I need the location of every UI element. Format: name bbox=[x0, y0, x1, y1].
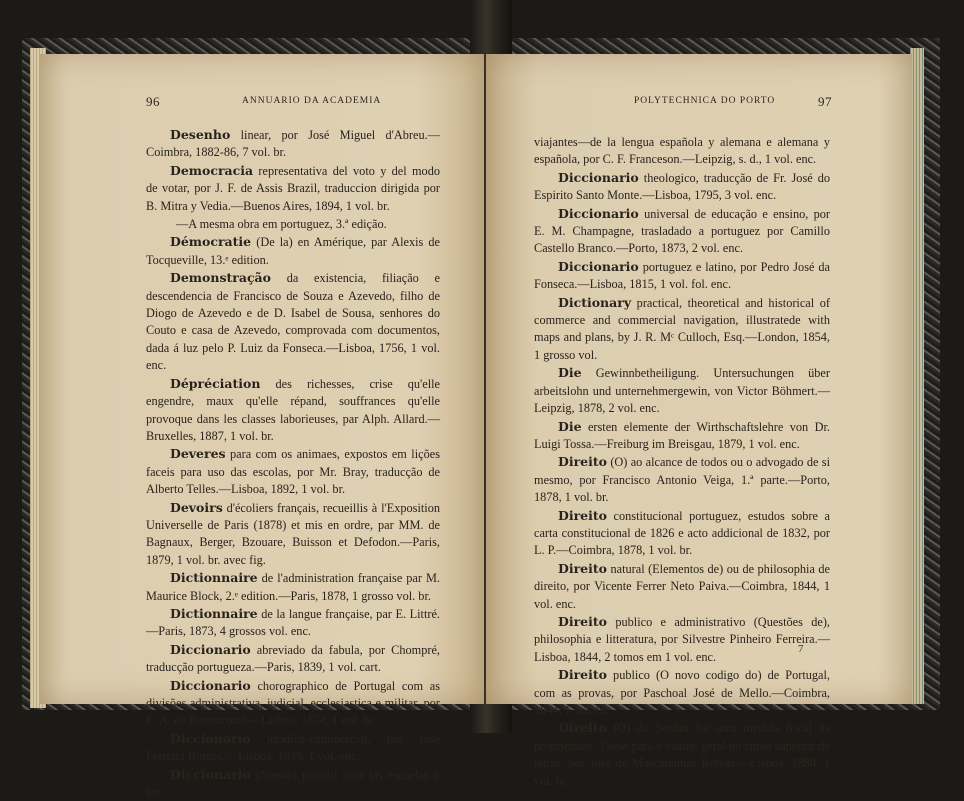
entry-text: practical, theoretical and historical of commerce and commercial navigation, illustratede with maps and plans, by J. R. Mᶜ Culloch, Esq.—London, 1854, 1 grosso vol. bbox=[534, 295, 830, 362]
entry-headword: Diccionario bbox=[558, 205, 639, 221]
catalog-entry bbox=[146, 233, 440, 269]
entry-text: d'écoliers français, recueillis à l'Exposition Universelle de Paris (1878) et mis en ordre, par MM. de Bagnaux, Berger, Bzouare, Buisson et Defodon.—Paris, 1879, 1 vol. br. avec fig. bbox=[146, 500, 440, 567]
catalog-entry bbox=[534, 418, 830, 454]
entry-headword: Direito bbox=[558, 613, 607, 629]
entry-text: publico e administrativo (Questões de), philosophia e litteratura, por Silvestre Pinheiro Ferreira.—Lisboa, 1844, 2 tomos em 1 vol. enc. bbox=[534, 614, 830, 664]
entry-text: de la langue française, par E. Littré.—Paris, 1873, 4 grossos vol. enc. bbox=[146, 606, 440, 639]
entry-headword: Direito bbox=[558, 560, 607, 576]
entry-text: ersten elemente der Wirthschaftslehre von Dr. Luigi Tossa.—Freiburg im Breisgau, 1879, 1 vol. enc. bbox=[534, 419, 830, 451]
entry-text: universal de educação e ensino, por E. M. Champagne, trasladado a portuguez por Camillo Castello Branco.—Porto, 1873, 2 vol. enc. bbox=[534, 206, 830, 256]
catalog-entry bbox=[146, 730, 440, 766]
entry-headword: Diccionario bbox=[170, 677, 251, 693]
catalog-entry bbox=[146, 162, 440, 215]
catalog-entry bbox=[534, 613, 830, 666]
entry-text: representativa del voto y del modo de votar, por J. F. de Assis Brazil, traduccion dirigida por B. Mitra y Vedia.—Buenos Aires, 1894, 1 vol. br. bbox=[146, 163, 440, 213]
continuation-text: viajantes—de la lengua española y alemana e alemana y española, por C. F. Franceson.—Leipzig, s. d., 1 vol. enc. bbox=[534, 135, 830, 167]
entry-headword: Dépréciation bbox=[170, 375, 261, 391]
catalog-entry bbox=[534, 666, 830, 719]
catalog-entry bbox=[534, 507, 830, 560]
entry-text: (Nuevo) portatil para las escuelas y los bbox=[146, 767, 440, 800]
entry-headword: Devoirs bbox=[170, 499, 223, 515]
entry-text: constitucional portuguez, estudos sobre a carta constitucional de 1826 e acto addicional de 1832, por L. P.—Coimbra, 1878, 1 vol. br. bbox=[534, 508, 830, 558]
entry-text: portuguez e latino, por Pedro José da Fonseca.—Lisboa, 1815, 1 vol. fol. enc. bbox=[534, 259, 830, 292]
catalog-entry bbox=[146, 766, 440, 801]
entry-headword: Diccionario bbox=[170, 641, 251, 657]
entry-headword: Diccionario bbox=[170, 766, 251, 782]
catalog-entry bbox=[534, 294, 830, 365]
catalog-entry bbox=[146, 677, 440, 730]
entry-text: publico (O novo codigo do) de Portugal, com as provas, por Paschoal José de Mello.—Coimbra, 1844, 1 vol. br. bbox=[534, 668, 830, 717]
entry-headword: Diccionario bbox=[170, 730, 251, 746]
right-running-head: POLYTECHNICA DO PORTO bbox=[634, 96, 776, 106]
entry-headword: Die bbox=[558, 418, 582, 434]
entry-headword: Direito bbox=[558, 667, 607, 683]
entry-text: (De la) en Amérique, par Alexis de Tocqueville, 13.ᵉ edition. bbox=[146, 235, 440, 267]
catalog-entry bbox=[146, 499, 440, 570]
catalog-entry bbox=[146, 215, 440, 233]
entry-text: (O) ao alcance de todos ou o advogado de si mesmo, por Francisco Antonio Veiga, 1.ª parte.—Porto, 1878, 1 vol. br. bbox=[534, 455, 830, 505]
catalog-entry bbox=[146, 445, 440, 498]
entry-text: Gewinnbetheiligung. Untersuchungen über arbeitslohn und unternehmergewin, von Victor Böhmert.—Leipzig, 1878, 2 vol. enc. bbox=[534, 366, 830, 416]
right-page-number: 97 bbox=[818, 94, 832, 109]
catalog-entry bbox=[146, 126, 440, 162]
catalog-entry bbox=[534, 169, 830, 205]
entry-text: des richesses, crise qu'elle engendre, maux qu'elle répand, souffrances qu'elle provoque dans les classes laborieuses, par Alph. Allard.—Bruxelles, 1887, 1 vol. br. bbox=[146, 376, 440, 443]
left-page-header bbox=[146, 94, 446, 110]
entry-text: para com os animaes, expostos em lições faceis para uso das escolas, por Mr. Bray, traducção de Alberto Telles.—Lisboa, 1892, 1 vol. br. bbox=[146, 447, 440, 497]
signature-mark: 7 bbox=[798, 643, 804, 655]
entry-text: natural (Elementos de) ou de philosophia de direito, por Vicente Ferrer Neto Paiva.—Coimbra, 1844, 1 vol. enc. bbox=[534, 561, 830, 611]
catalog-entry bbox=[534, 453, 830, 506]
entry-headword: Deveres bbox=[170, 446, 226, 462]
entry-text: juridico-commercial, por José Ferreira Borges.—Lisboa, 1839, 1 vol. enc. bbox=[146, 731, 440, 764]
catalog-entry bbox=[534, 560, 830, 613]
entry-headword: Demonstração bbox=[170, 270, 271, 286]
catalog-entry bbox=[146, 269, 440, 374]
entry-text: —A mesma obra em portuguez, 3.ª edição. bbox=[176, 217, 387, 232]
entry-headword: Démocratie bbox=[170, 234, 252, 250]
catalog-entry bbox=[146, 641, 440, 677]
entry-text: (O) do Senhor foi uma medida fiscal da propriedade. These para o exame geral no curso superior de letras, por José de Mascarenhas Relvas.—Lisboa, 1880, 1 vol. br. bbox=[534, 721, 830, 788]
entry-headword: Direito bbox=[558, 507, 607, 523]
right-text-column bbox=[534, 134, 830, 790]
entry-text: theologico, traducção de Fr. José do Espirito Santo Monte.—Lisboa, 1795, 3 vol. enc. bbox=[534, 170, 830, 203]
catalog-entry bbox=[534, 205, 830, 258]
entry-headword: Dictionnaire bbox=[170, 605, 258, 621]
left-running-head: ANNUARIO DA ACADEMIA bbox=[242, 96, 382, 106]
catalog-entry bbox=[534, 719, 830, 790]
catalog-entry bbox=[146, 375, 440, 446]
entry-headword: Diccionario bbox=[558, 258, 639, 274]
entry-headword: Dictionary bbox=[558, 294, 632, 310]
entry-text: de l'administration française par M. Maurice Block, 2.ᵉ edition.—Paris, 1878, 1 grosso vol. br. bbox=[146, 571, 440, 603]
catalog-entry bbox=[146, 569, 440, 605]
entry-text: da existencia, filiação e descendencia de Francisco de Souza e Azevedo, filho de Diogo de Azevedo e de D. Isabel de Sousa, senhores do Couto e casa de Azevedo, comprovada com documentos, dada á luz pelo P. Luiz da Fonseca.—Lisboa, 1756, 1 vol. enc. bbox=[146, 271, 440, 373]
entry-text: abreviado da fabula, por Chompré, traducção portugueza.—Paris, 1839, 1 vol. cart. bbox=[146, 642, 440, 675]
catalog-entry bbox=[146, 605, 440, 641]
entry-headword: Die bbox=[558, 365, 582, 381]
page-stack-right bbox=[910, 48, 924, 704]
left-text-column bbox=[146, 126, 440, 801]
catalog-entry bbox=[534, 364, 830, 417]
left-page-number: 96 bbox=[146, 94, 160, 109]
entry-text: chorographico de Portugal com as divisões administrativa, judicial, ecclesiastica e militar, por E. A. de Bettencourt.—Lisboa, 1874, 1 vol. br. bbox=[146, 678, 440, 728]
catalog-entry bbox=[534, 258, 830, 294]
entry-headword: Direito bbox=[558, 720, 607, 736]
entry-headword: Dictionnaire bbox=[170, 570, 258, 586]
entry-headword: Direito bbox=[558, 454, 607, 470]
entry-headword: Democracia bbox=[170, 162, 254, 178]
entry-text: linear, por José Miguel d'Abreu.—Coimbra, 1882-86, 7 vol. br. bbox=[146, 128, 440, 160]
entry-headword: Desenho bbox=[170, 127, 231, 142]
entry-headword: Diccionario bbox=[558, 169, 639, 185]
